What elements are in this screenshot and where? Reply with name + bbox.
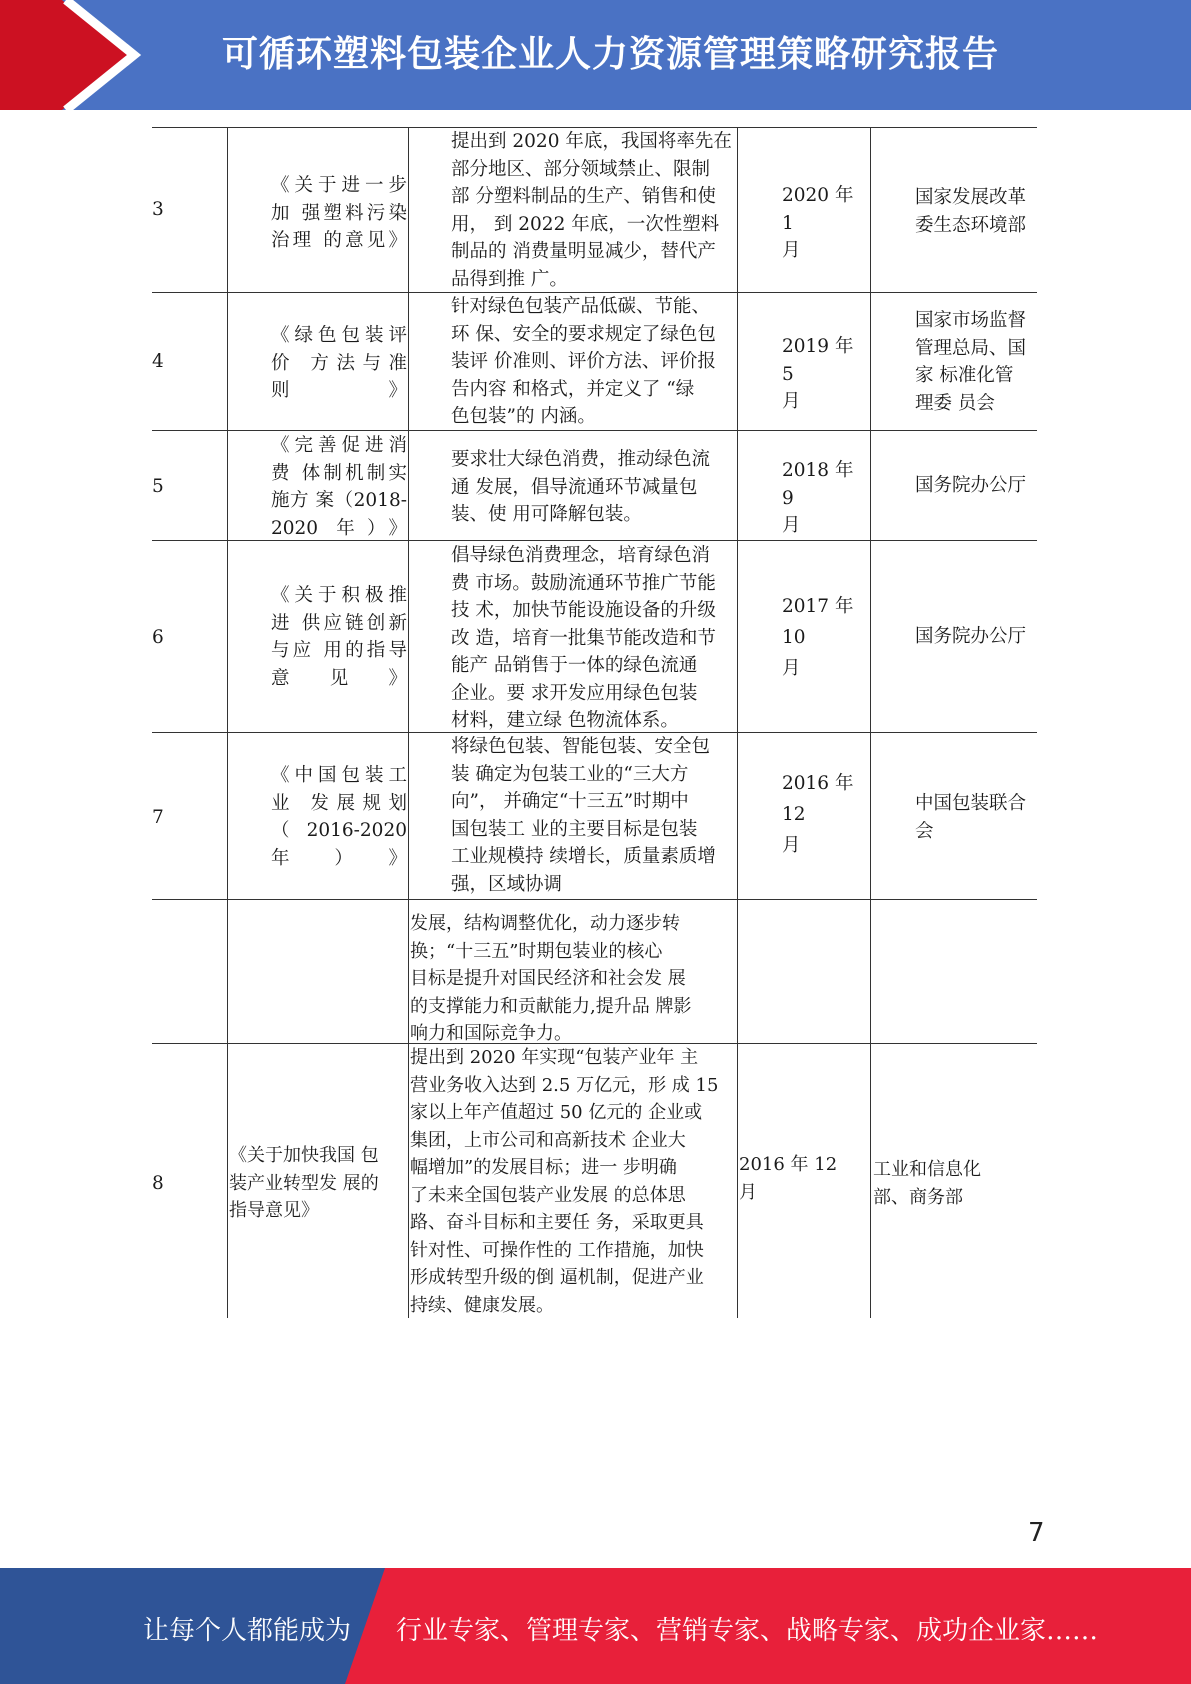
policy-name-cell: 《关于加快我国 包 装产业转型发 展的 指导意见》 [229, 1145, 379, 1221]
table-row-number: 6 [152, 627, 164, 648]
page-number: 7 [1028, 1518, 1045, 1548]
policy-department-cell: 国家市场监督 管理总局、国 家 标准化管 理委 员会 [915, 310, 1027, 414]
policy-content-continuation-cell: 发展，结构调整优化，动力逐步转 换；“十三五”时期包装业的核心 目标是提升对国民经济和社会发 展 的支撑能力和贡献能力,提升品 牌影 响力和国际竞争力。 [410, 913, 692, 1044]
footer-slogan-left: 让每个人都能成为 [143, 1616, 352, 1646]
table-row-number: 4 [152, 351, 164, 372]
policy-content-cell: 要求壮大绿色消费，推动绿色流 通 发展，倡导流通环节减量包 装、使 用可降解包装。 [451, 449, 711, 525]
policy-date-cell: 2019 年 5 月 [782, 336, 854, 412]
policy-date-cell: 2020 年 1 月 [782, 185, 854, 261]
header-arrow-decoration [0, 0, 150, 110]
policy-name-cell: 《关于进一步 加 强塑料污染 治理 的意见》 [271, 175, 407, 251]
document-title: 可循环塑料包装企业人力资源管理策略研究报告 [222, 34, 1000, 75]
policy-department-cell: 国务院办公厅 [915, 626, 1027, 647]
policy-name-cell: 《完善促进消 费 体制机制实 施方 案（2018- 2020 年）》 [271, 435, 407, 539]
policy-department-cell: 工业和信息化 部、商务部 [873, 1159, 981, 1208]
policy-content-cell: 倡导绿色消费理念，培育绿色消 费 市场。鼓励流通环节推广节能 技 术，加快节能设施设备的升级 改 造，培育一批集节能改造和节 能产 品销售于一体的绿色流通 企业。要 求开发应用绿色包装 材料，建立绿 色物流体系。 [451, 545, 716, 731]
page-header-banner [0, 0, 1191, 110]
policy-content-cell: 提出到 2020 年底，我国将率先在 部分地区、部分领域禁止、限制 部 分塑料制品的生产、销售和使 用， 到 2022 年底，一次性塑料 制品的 消费量明显减少，替代产 品得到推 广。 [451, 131, 732, 290]
policy-department-cell: 国务院办公厅 [915, 475, 1027, 496]
footer-slogan-right: 行业专家、管理专家、营销专家、战略专家、成功企业家…… [396, 1616, 1099, 1646]
policy-date-cell: 2016 年 12 月 [739, 1154, 838, 1203]
policy-name-cell: 《绿色包装评 价 方法与准 则》 [271, 325, 407, 401]
policy-content-cell: 将绿色包装、智能包装、安全包 装 确定为包装工业的“三大方 向”， 并确定“十三五”时期中 国包装工 业的主要目标是包装 工业规模持 续增长，质量素质增 强，区域协调 [451, 736, 716, 895]
policy-date-cell: 2017 年 10 月 [782, 596, 854, 679]
table-row-number: 8 [152, 1173, 164, 1194]
table-row-number: 7 [152, 807, 164, 828]
page-footer-banner [0, 1568, 1191, 1684]
policy-content-cell: 提出到 2020 年实现“包装产业年 主 营业务收入达到 2.5 万亿元，形 成 15 家以上年产值超过 50 亿元的 企业或 集团，上市公司和高新技术 企业大 幅增加”的发展目标；进一 步明确 了未来全国包装产业发展 的总体思 路、奋斗目标和主要任 务，采取更具 针对性、可操作性的 工作措施，加快 形成转型升级的倒 逼机制，促进产业 持续、健康发展。 [410, 1047, 719, 1316]
table-row-number: 5 [152, 476, 164, 497]
policy-content-cell: 针对绿色包装产品低碳、节能、 环 保、安全的要求规定了绿色包 装评 价准则、评价方法、评价报 告内容 和格式，并定义了 “绿 色包装”的 内涵。 [451, 296, 716, 427]
policy-department-cell: 中国包装联合 会 [915, 793, 1027, 842]
policy-name-cell: 《中国包装工 业 发展规划 （ 2016-2020 年）》 [271, 765, 407, 869]
policy-name-cell: 《关于积极推 进 供应链创新 与应 用的指导 意见》 [271, 585, 407, 689]
table-row-number: 3 [152, 199, 164, 220]
policy-department-cell: 国家发展改革 委生态环境部 [915, 187, 1027, 236]
policy-date-cell: 2018 年 9 月 [782, 460, 854, 536]
policy-date-cell: 2016 年 12 月 [782, 773, 854, 856]
